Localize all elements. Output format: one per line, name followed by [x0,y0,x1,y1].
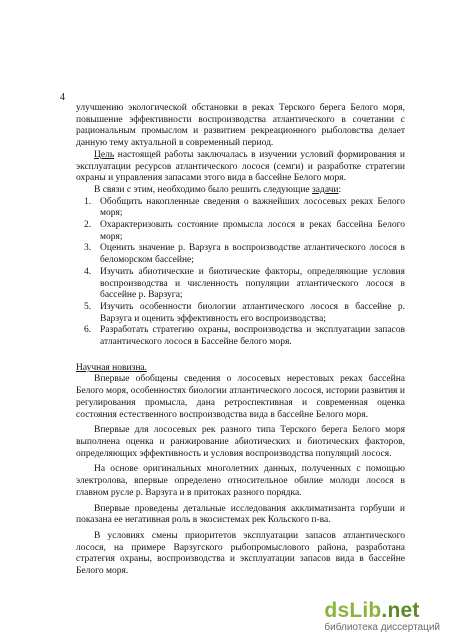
list-item-text: Охарактеризовать состояние промысла лосося в реках бассейна Белого моря; [100,220,405,242]
intro-paragraph: улучшению экологической обстановки в реках Терского берега Белого моря, повышение эффективности воспроизводства атлантического в сочетании с рациональным промыслом и развитием рекреационного рыболовства делает данную тему актуальной в современный период. [76,103,405,149]
tasks-intro-text: В связи с этим, необходимо было решить следующие [94,184,313,195]
list-item [76,197,405,220]
list-item-text: Обобщить накопленные сведения о важнейших лососевых реках Белого моря; [100,196,405,219]
goal-label: Цель [94,149,115,160]
dslib-watermark[interactable] [324,600,440,633]
watermark-logo-tld: .net [381,599,420,622]
list-item [76,325,405,348]
tasks-intro [76,185,405,197]
list-item-number: 4. [84,266,92,277]
list-item-number: 5. [84,301,92,312]
list-item [76,302,405,325]
list-item-text: Изучить особенности биологии атлантического лосося в бассейне р. Варзуга и оценить эффективность его воспроизводства; [100,301,405,324]
novelty-paragraph: На основе оригинальных многолетних данных, полученных с помощью электролова, впервые определено относительное обилие молоди лосося в главном русле р. Варзуга и в притоках разного порядка. [76,464,405,498]
novelty-paragraph: Впервые проведены детальные исследования акклиматизанта горбуши и показана ее негативная роль в экосистемах рек Кольского п-ва. [76,503,405,526]
novelty-paragraph: В условиях смены приоритетов эксплуатации запасов атлантического лосося, на примере Варзугского рыбопромыслового района, разработана стратегия охраны, воспроизводства и эксплуатации запасов вида в бассейне Белого моря. [76,530,405,577]
list-item-number: 2. [84,220,92,231]
watermark-subtitle: библиотека диссертаций [324,622,440,633]
watermark-logo [324,600,440,622]
tasks-label: задачи [312,184,339,195]
novelty-paragraph: Впервые для лососевых рек разного типа Терского берега Белого моря выполнена оценка и ранжирование абиотических и биотических факторов, определяющих эффективность и условия воспроизводства популяций лосося. [76,425,405,459]
goal-text: настоящей работы заключалась в изучении условий формирования и эксплуатации ресурсов атлантического лосося (семги) и разработке стратегии охраны и управления запасами этого вида в бассейне Белого моря. [76,149,405,184]
list-item-number: 1. [84,196,92,207]
list-item-text: Разработать стратегию охраны, воспроизводства и эксплуатации запасов атлантического лосося в Бассейне белого моря. [100,325,405,348]
novelty-heading: Научная новизна. [76,362,147,373]
task-list [76,197,405,349]
tasks-intro-colon: : [338,184,342,195]
goal-paragraph [76,150,405,185]
list-item [76,220,405,243]
document-body [76,103,405,578]
watermark-logo-main: dsLib [324,599,382,622]
list-item [76,267,405,302]
novelty-paragraph: Впервые обобщены сведения о лососевых нерестовых реках бассейна Белого моря, особенностях биологии атлантического лосося, истории развития и регулирования промысла, дана ретроспективная и современная оценка состояния естественного воспроизводства вида в бассейне Белого моря. [76,374,405,420]
page-number: 4 [60,92,65,103]
list-item-text: Изучить абиотические и биотические факторы, определяющие условия воспроизводства и численность популяции атлантического лосося в бассейне р. Варзуга; [100,266,405,301]
list-item-text: Оценить значение р. Варзуга в воспроизводстве атлантического лосося в беломорском бассейне; [100,243,405,266]
list-item [76,243,405,266]
list-item-number: 3. [84,243,92,254]
list-item-number: 6. [84,325,92,336]
